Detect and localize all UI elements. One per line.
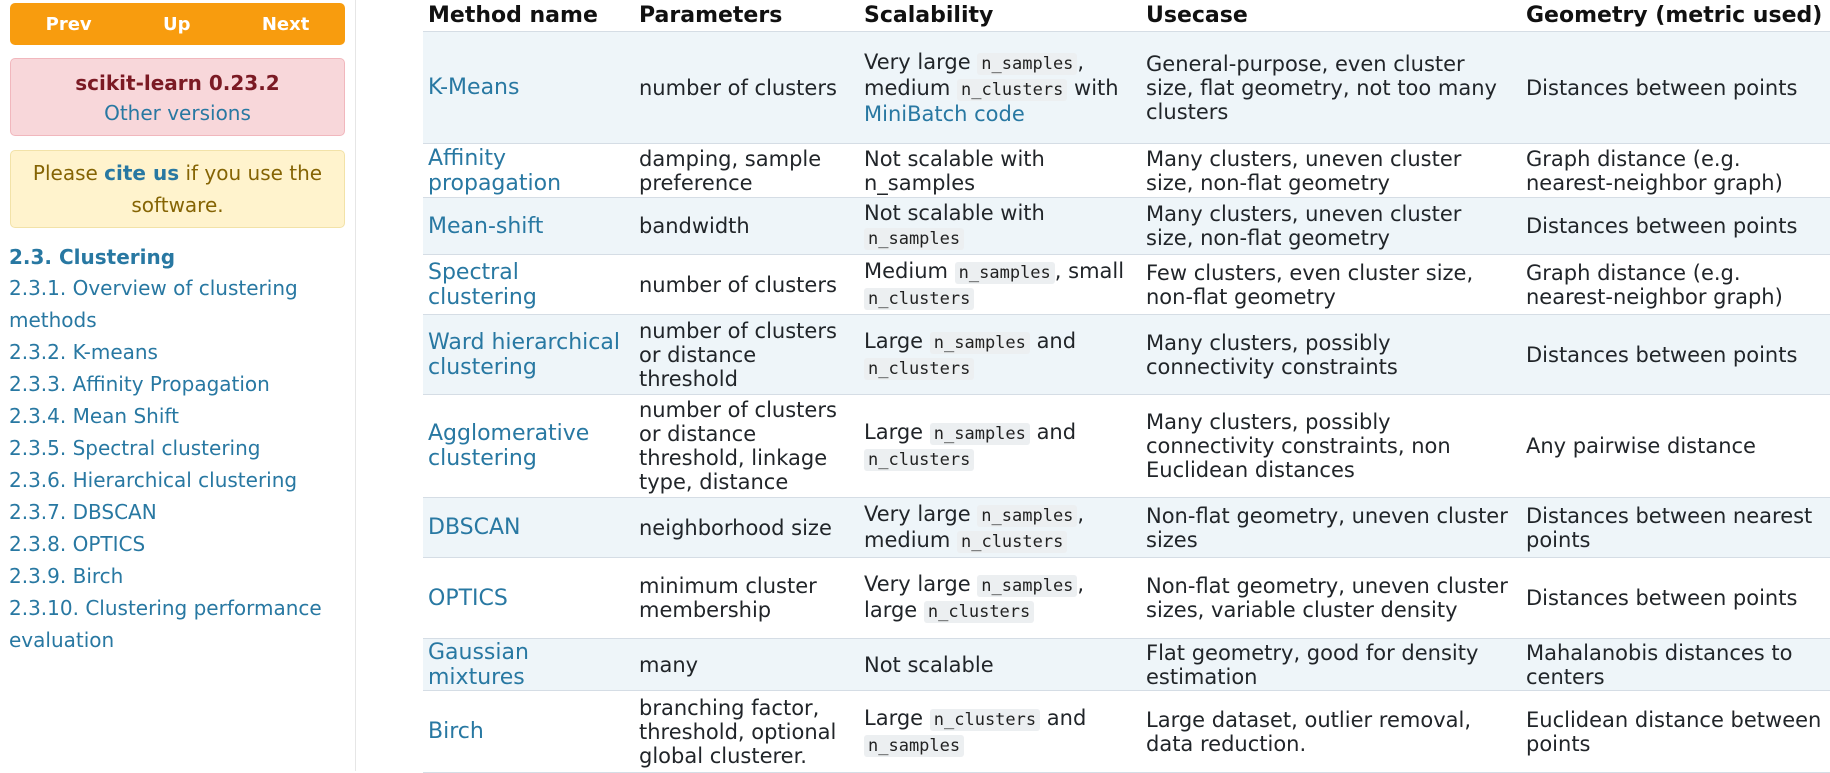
- code-literal: n_samples: [955, 262, 1055, 284]
- code-literal: n_samples: [930, 423, 1030, 445]
- method-name-cell: [423, 558, 634, 639]
- toc-item[interactable]: 2.3.3. Affinity Propagation: [9, 372, 270, 396]
- usecase-cell: Many clusters, possibly connectivity constraints, non Euclidean distances: [1141, 395, 1521, 498]
- method-name-cell: [423, 691, 634, 773]
- toc-item[interactable]: 2.3.6. Hierarchical clustering: [9, 468, 298, 492]
- scalability-text: Not scalable with: [864, 201, 1045, 225]
- geometry-cell: Distances between points: [1521, 558, 1830, 639]
- method-link[interactable]: Mean-shift: [428, 213, 544, 239]
- toc-item[interactable]: 2.3.1. Overview of clustering methods: [9, 276, 298, 332]
- cite-text-before: Please: [32, 161, 105, 185]
- method-name-cell: [423, 498, 634, 558]
- table-row: [423, 558, 1830, 639]
- column-header: Scalability: [859, 0, 1141, 32]
- parameters-cell: branching factor, threshold, optional global clusterer.: [634, 691, 859, 773]
- toc-item[interactable]: 2.3.10. Clustering performance evaluation: [9, 596, 322, 652]
- scalability-text: Not scalable with n_samples: [864, 146, 1045, 195]
- code-literal: n_clusters: [864, 288, 974, 310]
- cite-us-link[interactable]: cite us: [104, 161, 180, 185]
- code-literal: n_samples: [864, 228, 964, 250]
- column-header: Usecase: [1141, 0, 1521, 32]
- scalability-cell: [859, 255, 1141, 315]
- method-link[interactable]: DBSCAN: [428, 515, 521, 540]
- usecase-cell: General-purpose, even cluster size, flat geometry, not too many clusters: [1141, 32, 1521, 144]
- geometry-cell: Distances between nearest points: [1521, 498, 1830, 558]
- scalability-cell: [859, 558, 1141, 639]
- method-name-cell: [423, 315, 634, 395]
- column-header: Geometry (metric used): [1521, 0, 1830, 32]
- geometry-cell: Mahalanobis distances to centers: [1521, 639, 1830, 691]
- parameters-cell: many: [634, 639, 859, 691]
- scalability-text: Large: [864, 328, 930, 353]
- toc-item[interactable]: 2.3.9. Birch: [9, 564, 124, 588]
- usecase-cell: Few clusters, even cluster size, non-flat geometry: [1141, 255, 1521, 315]
- toc-item[interactable]: 2.3.2. K-means: [9, 340, 158, 364]
- parameters-cell: damping, sample preference: [634, 144, 859, 198]
- table-row: [423, 144, 1830, 198]
- toc-current[interactable]: 2.3. Clustering: [9, 245, 176, 269]
- scalability-cell: [859, 315, 1141, 395]
- scalability-cell: [859, 498, 1141, 558]
- usecase-cell: Many clusters, possibly connectivity constraints: [1141, 315, 1521, 395]
- code-literal: n_samples: [977, 575, 1077, 597]
- table-row: [423, 198, 1830, 255]
- method-name-cell: [423, 255, 634, 315]
- parameters-cell: minimum cluster membership: [634, 558, 859, 639]
- table-row: [423, 255, 1830, 315]
- minibatch-code-link[interactable]: MiniBatch code: [864, 101, 1025, 126]
- scalability-text: Very large: [864, 49, 978, 74]
- column-header: Parameters: [634, 0, 859, 32]
- usecase-cell: Many clusters, uneven cluster size, non-flat geometry: [1141, 144, 1521, 198]
- parameters-cell: number of clusters or distance threshold: [634, 315, 859, 395]
- code-literal: n_clusters: [864, 449, 974, 471]
- geometry-cell: Distances between points: [1521, 315, 1830, 395]
- scalability-text: Medium: [864, 258, 955, 283]
- geometry-cell: Any pairwise distance: [1521, 395, 1830, 498]
- geometry-cell: Graph distance (e.g. nearest-neighbor graph): [1521, 144, 1830, 198]
- scalability-text: and: [1040, 705, 1087, 730]
- method-link[interactable]: Agglomerative clustering: [428, 421, 590, 471]
- parameters-cell: bandwidth: [634, 198, 859, 255]
- method-name-cell: [423, 32, 634, 144]
- table-row: [423, 691, 1830, 773]
- code-literal: n_clusters: [957, 531, 1067, 553]
- scalability-text: Very large: [864, 501, 978, 526]
- toc-item[interactable]: 2.3.7. DBSCAN: [9, 500, 157, 524]
- method-link[interactable]: K-Means: [428, 75, 520, 100]
- method-link[interactable]: Affinity propagation: [428, 145, 562, 196]
- method-link[interactable]: Birch: [428, 719, 484, 744]
- code-literal: n_samples: [977, 505, 1077, 527]
- usecase-cell: Many clusters, uneven cluster size, non-flat geometry: [1141, 198, 1521, 255]
- clustering-methods-table: [423, 0, 1830, 773]
- scalability-text: , medium: [864, 49, 1085, 100]
- parameters-cell: neighborhood size: [634, 498, 859, 558]
- usecase-cell: Flat geometry, good for density estimation: [1141, 639, 1521, 691]
- table-row: [423, 639, 1830, 691]
- method-link[interactable]: Ward hierarchical clustering: [428, 329, 620, 380]
- table-row: [423, 315, 1830, 395]
- column-header: Method name: [423, 0, 634, 32]
- scalability-text: and: [1029, 420, 1077, 444]
- parameters-cell: number of clusters: [634, 255, 859, 315]
- toc-item[interactable]: 2.3.4. Mean Shift: [9, 404, 179, 428]
- usecase-cell: Large dataset, outlier removal, data reduction.: [1141, 691, 1521, 773]
- method-name-cell: [423, 144, 634, 198]
- toc-item[interactable]: 2.3.8. OPTICS: [9, 532, 146, 556]
- scalability-text: , large: [864, 572, 1085, 622]
- code-literal: n_clusters: [864, 358, 974, 380]
- parameters-cell: number of clusters or distance threshold, linkage type, distance: [634, 395, 859, 498]
- geometry-cell: Distances between points: [1521, 32, 1830, 144]
- table-header-row: [423, 0, 1830, 32]
- scalability-text: , medium: [864, 501, 1085, 552]
- scalability-text: Large: [864, 420, 930, 444]
- version-box: [10, 58, 345, 136]
- table-row: [423, 395, 1830, 498]
- code-literal: n_samples: [930, 332, 1030, 354]
- code-literal: n_clusters: [957, 79, 1067, 101]
- scalability-cell: [859, 32, 1141, 144]
- code-literal: n_samples: [864, 735, 964, 757]
- scalability-cell: [859, 639, 1141, 691]
- table-row: [423, 32, 1830, 144]
- nav-buttons: [10, 3, 345, 45]
- scalability-cell: [859, 395, 1141, 498]
- usecase-cell: Non-flat geometry, uneven cluster sizes, variable cluster density: [1141, 558, 1521, 639]
- version-label: scikit-learn 0.23.2: [75, 71, 280, 95]
- method-name-cell: [423, 198, 634, 255]
- geometry-cell: Graph distance (e.g. nearest-neighbor graph): [1521, 255, 1830, 315]
- cite-text-after: if you use the software.: [131, 161, 323, 217]
- sidebar: [0, 0, 356, 771]
- scalability-cell: [859, 691, 1141, 773]
- method-link[interactable]: Gaussian mixtures: [428, 639, 529, 690]
- scalability-text: Large: [864, 705, 930, 730]
- table-row: [423, 498, 1830, 558]
- scalability-text: with: [1067, 75, 1119, 100]
- scalability-text: Very large: [864, 572, 978, 596]
- cite-box: [10, 150, 345, 228]
- parameters-cell: number of clusters: [634, 32, 859, 144]
- local-toc: [9, 242, 344, 656]
- method-name-cell: [423, 395, 634, 498]
- other-versions-link[interactable]: Other versions: [104, 101, 251, 125]
- code-literal: n_clusters: [930, 709, 1040, 731]
- geometry-cell: Euclidean distance between points: [1521, 691, 1830, 773]
- code-literal: n_clusters: [924, 601, 1034, 623]
- method-name-cell: [423, 639, 634, 691]
- prev-button[interactable]: Prev: [45, 13, 92, 35]
- method-link[interactable]: OPTICS: [428, 585, 508, 611]
- scalability-cell: [859, 198, 1141, 255]
- method-link[interactable]: Spectral clustering: [428, 259, 537, 310]
- scalability-text: and: [1029, 328, 1077, 353]
- up-button[interactable]: Up: [162, 13, 191, 35]
- scalability-text: Not scalable: [864, 652, 994, 677]
- scalability-cell: [859, 144, 1141, 198]
- next-button[interactable]: Next: [261, 13, 310, 35]
- code-literal: n_samples: [977, 53, 1077, 75]
- scalability-text: , small: [1054, 258, 1125, 283]
- toc-item[interactable]: 2.3.5. Spectral clustering: [9, 436, 261, 460]
- geometry-cell: Distances between points: [1521, 198, 1830, 255]
- usecase-cell: Non-flat geometry, uneven cluster sizes: [1141, 498, 1521, 558]
